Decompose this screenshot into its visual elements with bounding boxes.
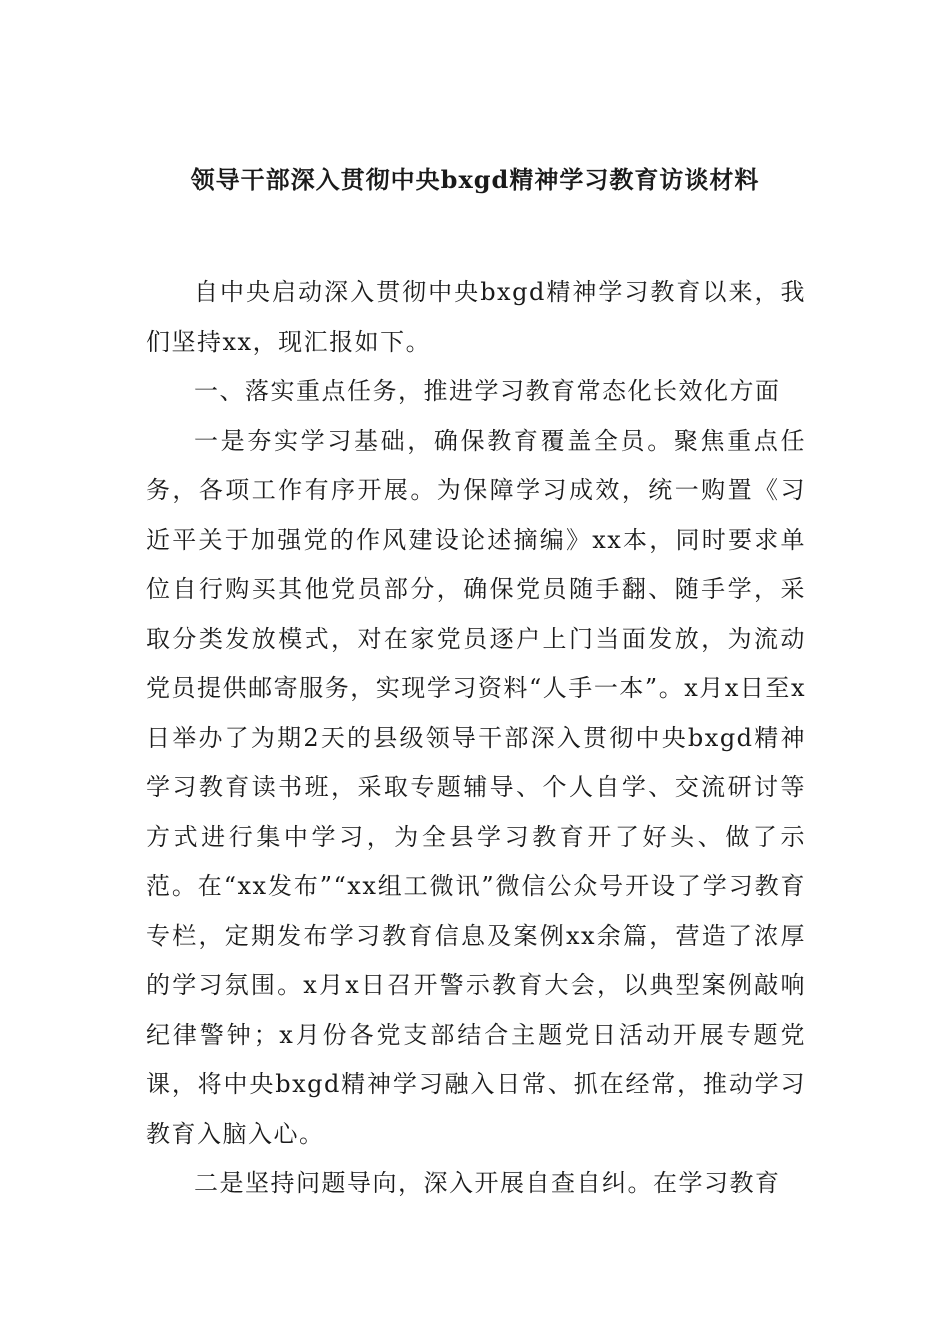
paragraph-section-heading: 一、落实重点任务，推进学习教育常态化长效化方面 bbox=[194, 377, 781, 405]
paragraph-point-one: 一是夯实学习基础，确保教育覆盖全员。聚焦重点任务，各项工作有序开展。为保障学习成效，统一购置《习近平关于加强党的作风建设论述摘编》xx本，同时要求单位自行购买其他党员部分，确保党员随手翻、随手学，采取分类发放模式，对在家党员逐户上门当面发放，为流动党员提供邮寄服务，实现学习资料“人手一本”。x月x日至x日举办了为期2天的县级领导干部深入贯彻中央bxgd精神学习教育读书班，采取专题辅导、个人自学、交流研讨等方式进行集中学习，为全县学习教育开了好头、做了示范。在“xx发布”“xx组工微讯”微信公众号开设了学习教育专栏，定期发布学习教育信息及案例xx余篇，营造了浓厚的学习氛围。x月x日召开警示教育大会，以典型案例敲响纪律警钟；x月份各党支部结合主题党日活动开展专题党课，将中央bxgd精神学习融入日常、抓在经常，推动学习教育入脑入心。 bbox=[146, 426, 806, 1148]
paragraph-point-two: 二是坚持问题导向，深入开展自查自纠。在学习教育 bbox=[194, 1169, 781, 1197]
document-title: 领导干部深入贯彻中央bxgd精神学习教育访谈材料 bbox=[190, 165, 760, 194]
document-body bbox=[146, 268, 806, 1209]
paragraph-intro: 自中央启动深入贯彻中央bxgd精神学习教育以来，我们坚持xx，现汇报如下。 bbox=[146, 278, 806, 356]
